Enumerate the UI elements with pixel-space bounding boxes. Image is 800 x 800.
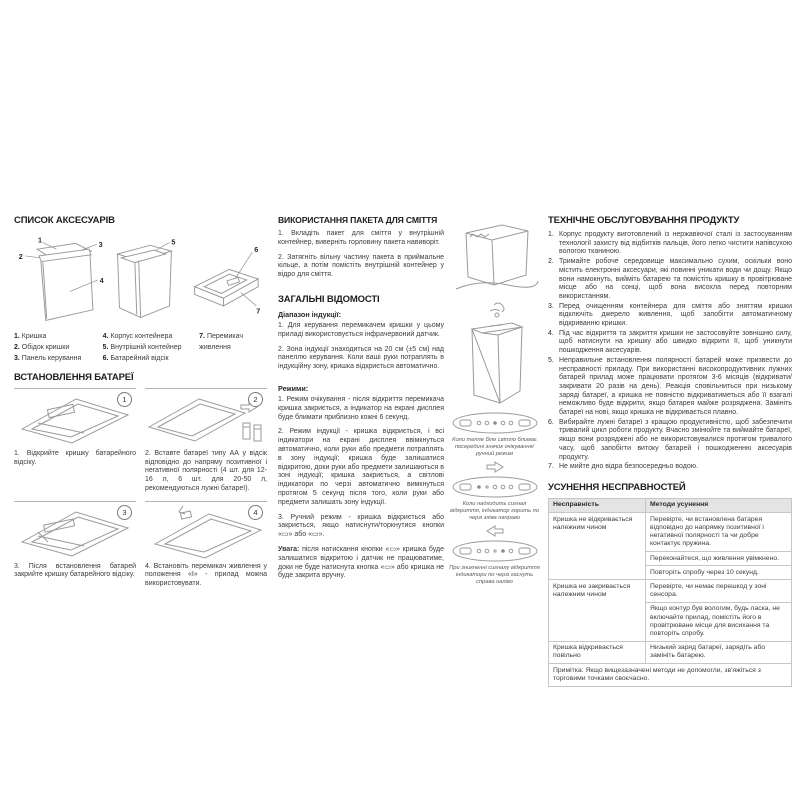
table-header-row: [549, 498, 792, 512]
inner-container-bag-icon: [450, 215, 540, 297]
bag-paragraph-1: 1. Вкладіть пакет для сміття у внутрішній контейнер, виверніть горловину пакета навиворіт.: [278, 230, 444, 246]
legend-item: 7. Перемикач живлення: [199, 333, 243, 351]
table-note-row: [549, 664, 792, 687]
maintenance-item: 4. Під час відкриття та закриття кришки не застосовуйте зовнішню силу, щоб натиснути на кришку або швидко відкрити її, щоб уникнути пошкодження аксесуарів.: [548, 329, 792, 355]
bag-paragraph-2: 2. Затягніть вільну частину пакета в приймальне кільце, а потім помістіть внутрішній контейнер у відро для сміття.: [278, 253, 444, 279]
method-cell: Повторіть спробу через 10 секунд.: [646, 566, 792, 580]
svg-text:1: 1: [38, 235, 43, 245]
battery-step-2: [145, 388, 267, 494]
arrow-left-icon: [485, 525, 505, 537]
table-row: [549, 513, 792, 552]
inner-container-diagram-icon: [106, 231, 185, 327]
legend-item: 3. Панель керування: [14, 355, 82, 362]
step-number-badge: 2: [248, 392, 263, 407]
legend-column-1: [14, 331, 97, 364]
column-header-problem: Несправність: [549, 498, 646, 512]
step-number-badge: 3: [117, 505, 132, 520]
battery-base-diagram-icon: [185, 231, 268, 327]
column-header-methods: Методи усунення: [646, 498, 792, 512]
accessories-diagrams: [14, 231, 268, 327]
maintenance-list: [548, 231, 792, 472]
method-cell: Низький заряд батареї, зарядіть або замініть батарею.: [646, 641, 792, 663]
maintenance-title: ТЕХНІЧНЕ ОБСЛУГОВУВАННЯ ПРОДУКТУ: [548, 215, 740, 226]
problem-cell: Кришка відкривається повільно: [549, 641, 646, 663]
table-row: [549, 580, 792, 602]
trash-bin-diagram-icon: [14, 231, 106, 327]
battery-step-2-figure: [145, 388, 267, 447]
svg-text:6: 6: [254, 245, 259, 255]
battery-step-3-caption: 3. Після встановлення батарей закрийте кришку батарейного відсіку.: [14, 562, 136, 579]
method-cell: Переконайтеся, що живлення увімкнено.: [646, 552, 792, 566]
table-row: [549, 641, 792, 663]
general-info-title: ЗАГАЛЬНІ ВІДОМОСТІ: [278, 293, 380, 305]
legend-item: 1. Кришка: [14, 333, 47, 340]
battery-step-2-caption: 2. Вставте батареї типу АА у відсік відповідно до напряму позитивної і негативної полярності (4 шт. для 12-16 л, 6 шт. для 20-50 л, рекомендуються лужні батареї).: [145, 450, 267, 492]
indicator-caption-closing: При зникненні сигналу відкриття індикатори по черзі гаснуть справа наліво: [449, 565, 540, 585]
troubleshooting-title: УСУНЕННЯ НЕСПРАВНОСТЕЙ: [548, 481, 686, 493]
problem-cell: Кришка не закривається належним чином: [549, 580, 646, 641]
svg-text:3: 3: [98, 240, 103, 250]
indicator-panel-standby-icon: [451, 411, 539, 435]
indicator-panel-opening-icon: [451, 475, 539, 499]
battery-step-3-figure: [14, 501, 136, 560]
method-cell: Перевірте, чи немає перешкод у зоні сенсора.: [646, 580, 792, 602]
method-cell: Якщо контур був вологим, будь ласка, не включайте прилад, помістіть його в провітрюване місце для висихання та повторіть спробу.: [646, 602, 792, 641]
induction-range-heading: Діапазон індукції:: [278, 309, 342, 319]
step-number-badge: 1: [117, 392, 132, 407]
attention-note: [278, 546, 444, 581]
problem-cell: Кришка не відкривається належним чином: [549, 513, 646, 580]
maintenance-item: 6. Вибирайте лужні батареї з кращою продуктивністю, щоб забезпечити тривалий цикл роботи продукту. Вчасно змінюйте та виймайте батареї, якщо вони розряджені або не використовувалися протягом тривалого часу, щоб запобігти витоку батарей і пошкодженню аксесуарів продукту.: [548, 418, 792, 461]
table-note: Примітка: Якщо вищезазначені методи не допомогли, зв'яжіться з торговими точками своєчасно.: [549, 664, 792, 687]
battery-steps: [14, 388, 268, 589]
arrow-right-icon: [485, 461, 505, 473]
indicator-caption-standby: Коли тепле біле світло блимає посередині значок очікування/ручний режим: [452, 437, 537, 457]
right-column: [548, 215, 792, 687]
step-number-badge: 4: [248, 505, 263, 520]
legend-item: 6. Батарейний відсік: [102, 355, 169, 362]
accessories-title: СПИСОК АКСЕСУАРІВ: [14, 215, 115, 226]
svg-text:5: 5: [171, 237, 176, 247]
attention-text: після натискання кнопки «▭» кришка буде залишатися відкритою і датчик не працюватиме, доки не буде натиснута кнопка «▭» або кришка не буде закрита вручну.: [278, 545, 444, 580]
battery-step-3: [14, 501, 136, 589]
legend-item: 4. Корпус контейнера: [102, 333, 173, 340]
svg-text:2: 2: [18, 251, 23, 261]
attention-label: Увага:: [278, 545, 300, 553]
bag-usage-title: ВИКОРИСТАННЯ ПАКЕТА ДЛЯ СМІТТЯ: [278, 215, 438, 225]
induction-item-2: 2. Зона індукції знаходиться на 20 см (±5 см) над панеллю керування. Коли ваші руки потраплять в індукційну зону, кришка відкриється автоматично.: [278, 345, 444, 371]
battery-step-4-figure: [145, 501, 267, 560]
svg-text:4: 4: [99, 275, 104, 285]
legend-item: 2. Обідок кришки: [14, 344, 70, 351]
battery-step-4-caption: 4. Встановіть перемикач живлення у положення «І» - прилад можна використовувати.: [145, 562, 267, 587]
troubleshooting-table: [548, 498, 792, 687]
legend-column-2: [103, 331, 194, 364]
legend-column-3: [199, 331, 268, 364]
accessories-legend: [14, 331, 268, 364]
induction-item-1: 1. Для керування перемикачем кришки у цьому приладі використовується інфрачервоний датчик.: [278, 321, 444, 338]
middle-column: [278, 215, 444, 587]
mode-item-1: 1. Режим очікування - після відкриття перемикача кришка закриється, а індикатор на екрані дисплея буде блимати приблизно кожні 6 секунд.: [278, 395, 444, 421]
mode-item-3: 3. Ручний режим - кришка відкриється або закриється, якщо натиснути/торкнутися кнопки «▭» або «▭».: [278, 513, 444, 539]
maintenance-item: 3. Перед очищенням контейнера для сміття або зняттям кришки відключіть джерело живлення, щоб запобігти автоматичному відкриванню кришки.: [548, 302, 792, 328]
battery-step-4: [145, 501, 267, 589]
maintenance-item: 2. Тримайте робоче середовище максимально сухим, оскільки воно містить електронні аксесуари, які повинні уникати води чи дощу. Якщо вони намокнуть, вийміть батарею та помістіть кришку в провітрюване місце або на сонці, щоб вона висохла перед повторним використанням.: [548, 258, 792, 300]
battery-install-title: ВСТАНОВЛЕННЯ БАТАРЕЇ: [14, 372, 134, 383]
maintenance-item: 1. Корпус продукту виготовлений із нержавіючої сталі із застосуванням технології захисту від відбитків пальців, його легко чистити напівсухою вологою тканиною.: [548, 231, 792, 256]
battery-step-1: [14, 388, 136, 494]
svg-text:7: 7: [256, 306, 261, 316]
battery-step-1-caption: 1. Відкрийте кришку батарейного відсіку.: [14, 450, 136, 466]
maintenance-item: 7. Не мийте дно відра безпосередньо водою.: [548, 463, 698, 471]
method-cell: Перевірте, чи встановлена батарея відповідно до напрямку позитивної і негативної полярності та чи добре контактує пружина.: [646, 513, 792, 552]
battery-step-1-figure: [14, 388, 136, 447]
sensor-bin-hand-icon: [450, 299, 540, 407]
accessories-section: [14, 215, 268, 589]
maintenance-item: 5. Неправильне встановлення полярності батарей може призвести до несправності приладу. При використанні високопродуктивних лужних батарей прилад може працювати протягом 3-6 місяців (відкривати/закривати 20 разів на день). Реакція сповільниться при низькому заряді батареї, а кришка не повністю відкриватиметься або її взагалі неможливо буде відкрити, якщо батарея майже розряджена. Замініть батареї на нові, якщо кришка не відкривається плавно.: [548, 356, 792, 417]
mode-item-2: 2. Режим індукції - кришка відкриється, і всі індикатори на екрані дисплея ввімкнуться автоматично, коли руки або предмети потраплять в зону індукції; кришка буде залишатися відкритою, доки руки або предмети залишаються в зоні індукції; кришка закриється, а світлові індикатори по черзі автоматично вимкнуться протягом 5 секунд після того, коли руки або предмети залишать зону індукції.: [278, 428, 444, 506]
modes-heading: Режими:: [278, 383, 309, 393]
indicator-caption-opening: Коли надходить сигнал відкриття, індикатор горить по черзі зліва направо: [450, 501, 539, 521]
legend-item: 5. Внутрішній контейнер: [102, 344, 182, 351]
indicator-panel-closing-icon: [451, 539, 539, 563]
indicator-column: [448, 215, 541, 589]
